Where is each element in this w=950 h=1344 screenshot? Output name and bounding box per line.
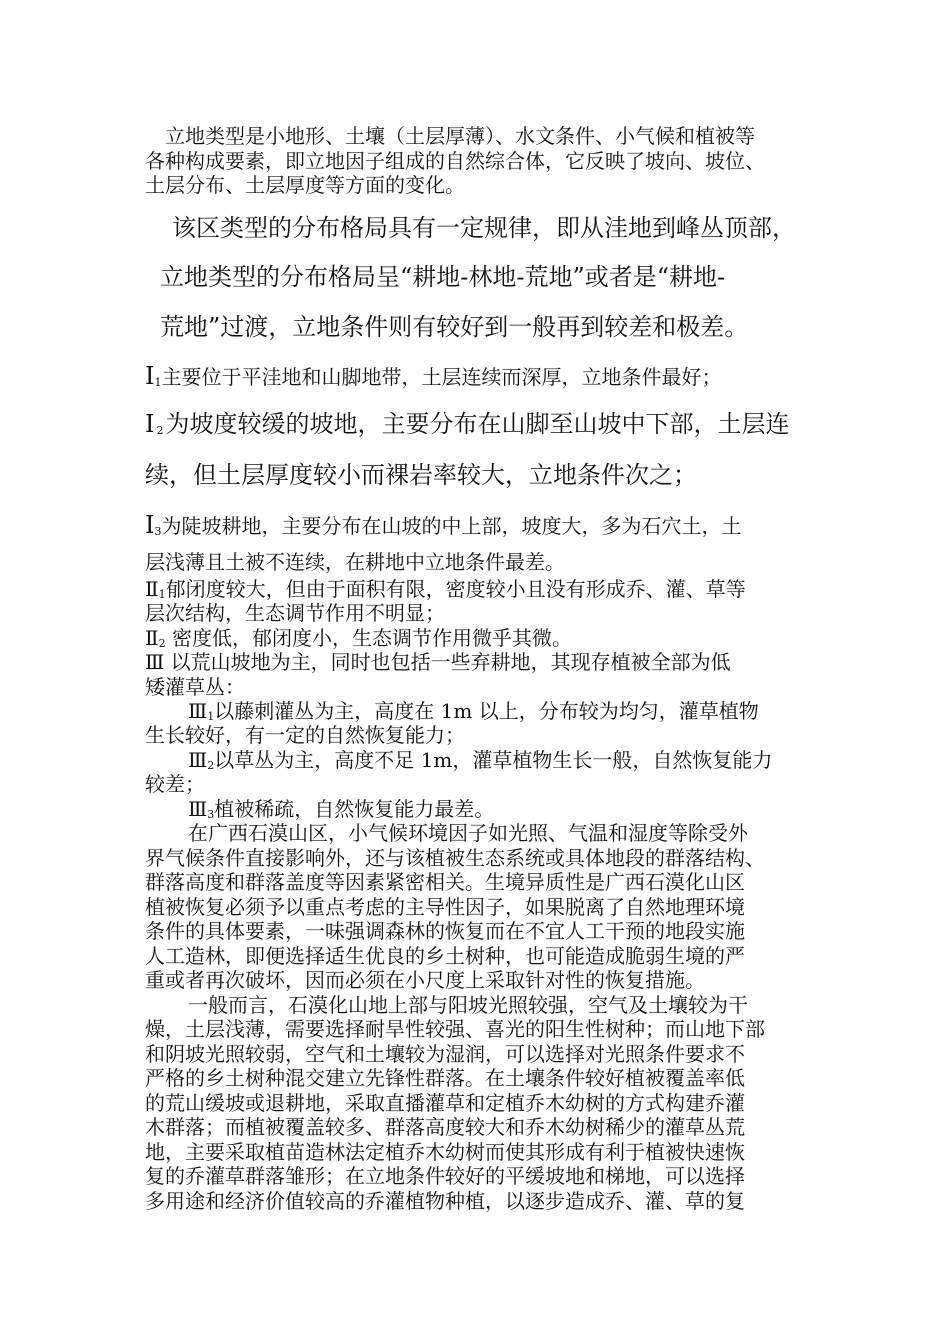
text-line: 严格的乡土树种混交建立先锋性群落。在土壤条件较好植被覆盖率低 (145, 1066, 745, 1090)
subscript: 3 (154, 525, 162, 538)
item-text: 密度低，郁闭度小，生态调节作用微乎其微。 (165, 626, 572, 650)
subscript: 2 (156, 424, 164, 437)
text-line: 矮灌草丛： (145, 675, 245, 699)
item-text: 主要位于平洼地和山脚地带，土层连续而深厚，立地条件最好； (161, 365, 722, 389)
roman-numeral: Ⅲ (188, 748, 208, 772)
text-line: 土层分布、土层厚度等方面的变化。 (145, 173, 465, 197)
subscript: 1 (158, 588, 166, 601)
item-text: 以藤刺灌丛为主，高度在 1m 以上，分布较为均匀，灌草植物 (214, 699, 759, 723)
text-line: 立地类型是小地形、土壤（土层厚薄）、水文条件、小气候和植被等 (145, 124, 755, 148)
text-line: 各种构成要素，即立地因子组成的自然综合体，它反映了坡向、坡位、 (145, 149, 765, 173)
text-line: 一般而言，石漠化山地上部与阳坡光照较强，空气及土壤较为干 (188, 993, 748, 1017)
item-text: 以草丛为主，高度不足 1m，灌草植物生长一般，自然恢复能力 (214, 748, 773, 772)
roman-numeral: Ⅰ (145, 410, 155, 438)
subscript: 2 (158, 637, 166, 650)
text-line: 生长较好，有一定的自然恢复能力； (145, 723, 465, 747)
text-line: 地，主要采取植苗造林法定植乔木幼树而使其形成有利于植被快速恢 (145, 1140, 745, 1164)
text-line: 层次结构，生态调节作用不明显； (145, 601, 445, 625)
roman-numeral: Ⅲ (188, 699, 208, 723)
text-line: 条件的具体要素，一味强调森林的恢复而在不宜人工干预的地段实施 (145, 919, 745, 943)
text-line: 立地类型的分布格局呈“耕地-林地-荒地”或者是“耕地- (160, 263, 726, 291)
text-line: 燥，土层浅薄，需要选择耐旱性较强、喜光的阳生性树种；而山地下部 (145, 1017, 765, 1041)
text-line: 重或者再次破坏，因而必须在小尺度上采取针对性的恢复措施。 (145, 968, 705, 992)
text-line: 层浅薄且土被不连续，在耕地中立地条件最差。 (145, 550, 565, 574)
item-text: 植被稀疏，自然恢复能力最差。 (214, 797, 495, 821)
roman-numeral: Ⅰ (145, 362, 155, 390)
list-item-i3 (145, 513, 741, 544)
roman-numeral: Ⅱ (145, 626, 159, 650)
text-line: 群落高度和群落盖度等因素紧密相关。生境异质性是广西石漠化山区 (145, 870, 745, 894)
roman-numeral: Ⅰ (145, 511, 155, 539)
text-line: 多用途和经济价值较高的乔灌植物种植，以逐步造成乔、灌、草的复 (145, 1189, 745, 1213)
item-text: 为坡度较缓的坡地，主要分布在山脚至山坡中下部，土层连 (165, 410, 790, 438)
list-item-iii2 (188, 748, 772, 778)
text-line: 的荒山缓坡或退耕地，采取直播灌草和定植乔木幼树的方式构建乔灌 (145, 1091, 745, 1115)
text-line: 木群落；而植被覆盖较多、群落高度较大和乔木幼树稀少的灌草丛荒 (145, 1115, 745, 1139)
text-line: 在广西石漠山区，小气候环境因子如光照、气温和湿度等除受外 (188, 821, 748, 845)
list-item-i2 (145, 409, 789, 446)
text-line: 植被恢复必须予以重点考虑的主导性因子，如果脱离了自然地理环境 (145, 895, 745, 919)
text-line: 较差； (145, 772, 205, 796)
roman-numeral: Ⅲ (188, 797, 208, 821)
roman-numeral: Ⅱ (145, 577, 159, 601)
text-line: 人工造林，即便选择适生优良的乡土树种，也可能造成脆弱生境的严 (145, 944, 745, 968)
text-line: 复的乔灌草群落雏形；在立地条件较好的平缓坡地和梯地，可以选择 (145, 1164, 745, 1188)
subscript: 2 (207, 759, 215, 772)
subscript: 1 (207, 710, 215, 723)
text-line: 界气候条件直接影响外，还与该植被生态系统或具体地段的群落结构、 (145, 846, 765, 870)
text-line: 和阴坡光照较弱，空气和土壤较为湿润，可以选择对光照条件要求不 (145, 1042, 745, 1066)
list-item-i1 (145, 364, 721, 395)
text-line: 该区类型的分布格局具有一定规律，即从洼地到峰丛顶部， (172, 214, 796, 242)
item-text: 郁闭度较大，但由于面积有限，密度较小且没有形成乔、灌、草等 (165, 577, 746, 601)
subscript: 3 (207, 808, 215, 821)
text-line: 续，但土层厚度较小而裸岩率较大，立地条件次之； (145, 461, 697, 489)
item-text: 为陡坡耕地，主要分布在山坡的中上部，坡度大，多为石穴土，土 (161, 514, 742, 538)
subscript: 1 (154, 376, 162, 389)
text-line: Ⅲ 以荒山坡地为主，同时也包括一些弃耕地，其现存植被全部为低 (145, 650, 731, 674)
text-line: 荒地”过渡，立地条件则有较好到一般再到较差和极差。 (160, 313, 749, 341)
